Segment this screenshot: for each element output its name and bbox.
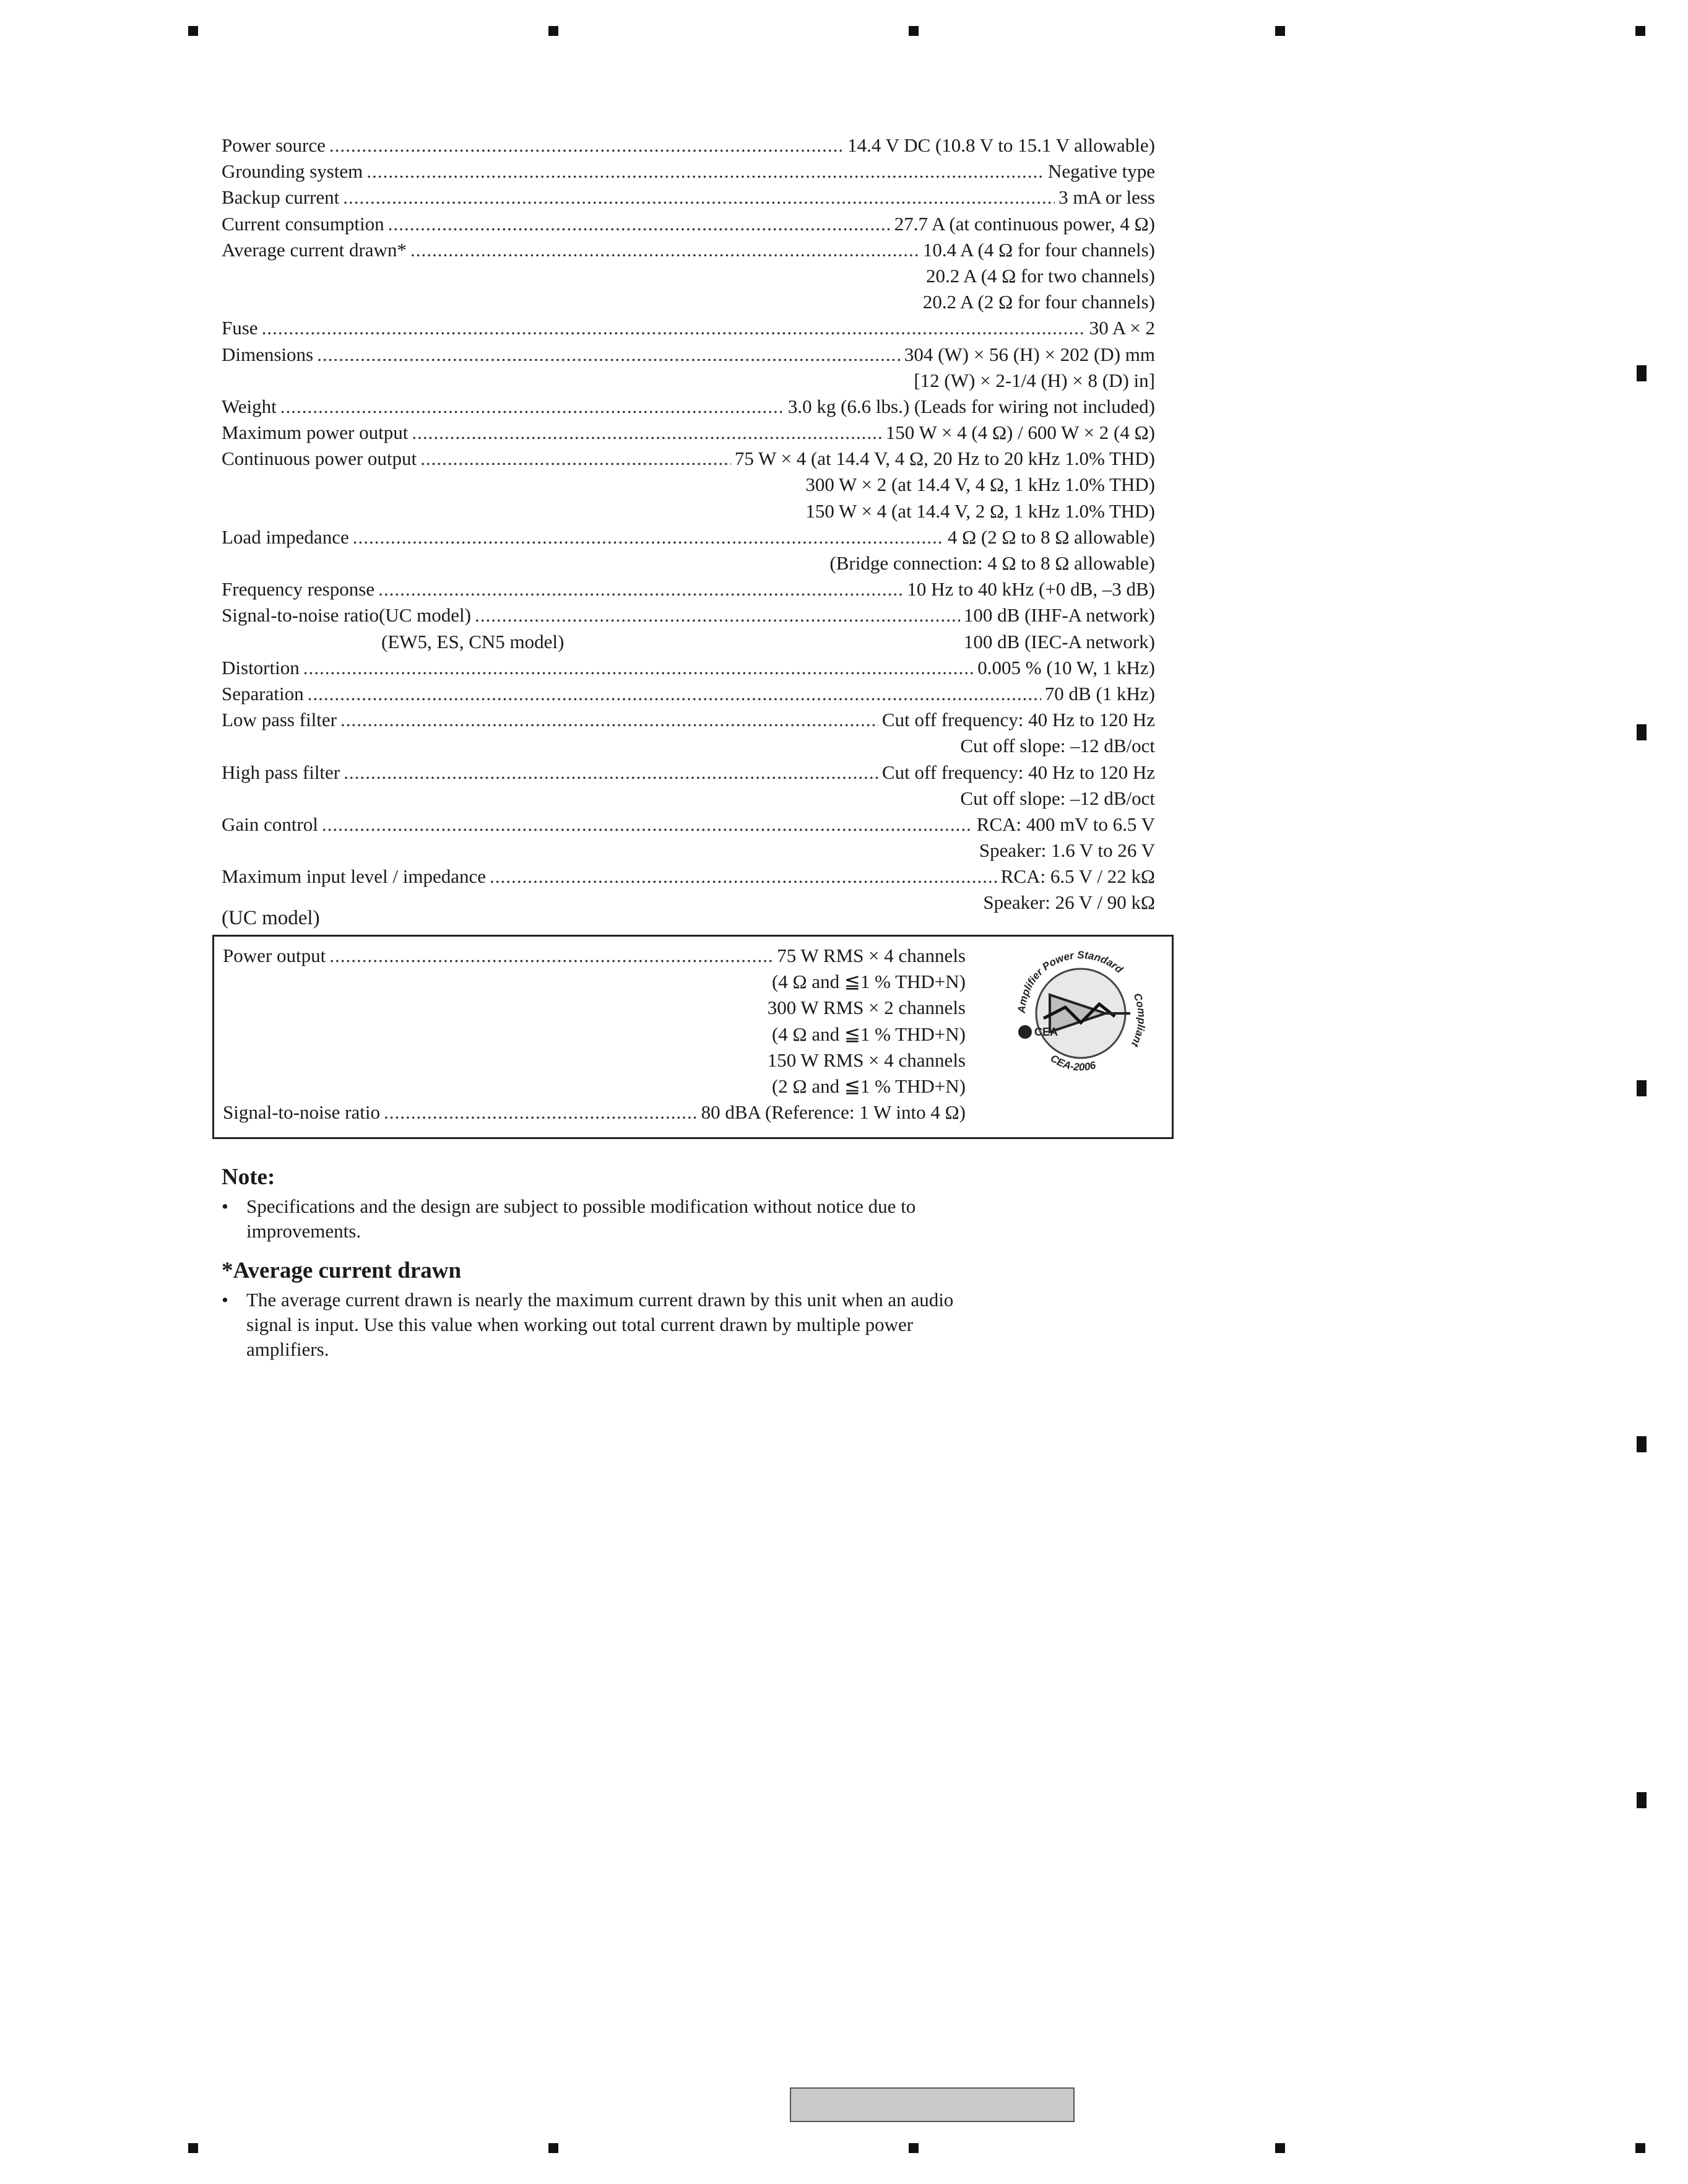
notes-section — [222, 1164, 995, 1362]
spec-value: 27.7 A (at continuous power, 4 Ω) — [894, 212, 1155, 235]
leader-dots — [303, 655, 974, 681]
spec-value-continued: Cut off slope: –12 dB/oct — [960, 735, 1155, 757]
spec-label: High pass filter — [222, 761, 340, 783]
uc-model-heading: (UC model) — [222, 907, 320, 929]
spec-label: Dimensions — [222, 343, 314, 365]
spec-value-continued: (2 Ω and ≦1 % THD+N) — [771, 1075, 966, 1097]
spec-label: Continuous power output — [222, 448, 417, 470]
badge-bottom-text: CEA-2006 — [1048, 1052, 1097, 1073]
spec-row — [222, 420, 1155, 446]
leader-dots — [308, 681, 1041, 707]
leader-dots — [322, 812, 973, 838]
specifications-list — [222, 132, 1155, 916]
leader-dots — [329, 943, 773, 969]
spec-label: Power output — [223, 945, 326, 966]
spec-row-snr-sub — [222, 629, 1155, 655]
spec-label: Average current drawn* — [222, 238, 407, 261]
spec-label: Grounding system — [222, 160, 363, 183]
badge-logo: CEA — [1034, 1026, 1058, 1038]
spec-row — [222, 655, 1155, 681]
spec-row — [222, 158, 1155, 184]
spec-row — [222, 602, 1155, 628]
spec-value: 4 Ω (2 Ω to 8 Ω allowable) — [947, 526, 1155, 548]
spec-row — [222, 681, 1155, 707]
spec-value-continued: (4 Ω and ≦1 % THD+N) — [771, 1023, 966, 1045]
spec-label: (EW5, ES, CN5 model) — [381, 630, 565, 652]
spec-row — [222, 812, 1155, 838]
spec-row — [222, 342, 1155, 368]
note-title: Note: — [222, 1164, 275, 1190]
spec-label: Frequency response — [222, 578, 375, 600]
badge-top-text: Amplifier Power Standard — [1015, 949, 1125, 1014]
spec-label: Fuse — [222, 317, 258, 339]
spec-value: RCA: 400 mV to 6.5 V — [976, 813, 1155, 835]
leader-dots — [420, 446, 731, 472]
registration-mark — [1637, 1436, 1647, 1452]
spec-value-continued: Speaker: 1.6 V to 26 V — [979, 839, 1155, 862]
spec-value: Cut off frequency: 40 Hz to 120 Hz — [881, 709, 1155, 731]
spec-row — [222, 237, 1155, 263]
registration-mark — [1275, 2143, 1285, 2153]
svg-text:Compliant — [1128, 992, 1148, 1050]
spec-row — [222, 315, 1155, 341]
leader-dots — [344, 760, 878, 786]
spec-label: Weight — [222, 395, 277, 417]
spec-row — [222, 446, 1155, 472]
leader-dots — [317, 342, 901, 368]
spec-value: 3 mA or less — [1058, 186, 1155, 209]
spec-label: Power source — [222, 134, 326, 156]
spec-value-continued: [12 (W) × 2-1/4 (H) × 8 (D) in] — [914, 369, 1155, 391]
amplifier-badge-icon — [1006, 945, 1155, 1081]
spec-label: Distortion — [222, 656, 300, 678]
spec-value-continued: 20.2 A (4 Ω for two channels) — [925, 264, 1155, 287]
spec-value: 304 (W) × 56 (H) × 202 (D) mm — [904, 343, 1155, 365]
avg-current-text: The average current drawn is nearly the maximum current drawn by this unit when an audio signal is input. Use this value when working out total current drawn by multiple power amplifiers. — [246, 1289, 954, 1360]
spec-value: Cut off frequency: 40 Hz to 120 Hz — [881, 761, 1155, 783]
badge-right-text: Compliant — [1129, 991, 1148, 1049]
spec-value-continued: 300 W × 2 (at 14.4 V, 4 Ω, 1 kHz 1.0% THD) — [805, 474, 1155, 496]
registration-mark — [1275, 26, 1285, 36]
spec-label: Maximum power output — [222, 422, 409, 444]
registration-mark — [1637, 365, 1647, 381]
spec-label: Current consumption — [222, 212, 384, 235]
spec-label: Gain control — [222, 813, 318, 835]
spec-value: 75 W RMS × 4 channels — [777, 945, 966, 966]
spec-label: Separation — [222, 682, 304, 704]
registration-mark — [188, 26, 198, 36]
registration-mark — [1637, 1080, 1647, 1096]
uc-snr-row — [223, 1099, 966, 1125]
spec-label: Low pass filter — [222, 709, 337, 731]
leader-dots — [343, 184, 1055, 210]
registration-mark — [909, 2143, 919, 2153]
spec-value-continued: (Bridge connection: 4 Ω to 8 Ω allowable) — [829, 552, 1155, 574]
note-text: Specifications and the design are subject to possible modification without notice due to improvements. — [246, 1195, 916, 1242]
spec-row — [222, 864, 1155, 890]
spec-value: 10 Hz to 40 kHz (+0 dB, –3 dB) — [907, 578, 1155, 600]
spec-value: 80 dBA (Reference: 1 W into 4 Ω) — [701, 1101, 966, 1124]
leader-dots — [366, 158, 1044, 184]
spec-row — [222, 394, 1155, 420]
spec-label: Maximum input level / impedance — [222, 865, 487, 888]
spec-value: 100 dB (IEC-A network) — [963, 630, 1155, 652]
leader-dots — [280, 394, 784, 420]
spec-value: 75 W × 4 (at 14.4 V, 4 Ω, 20 Hz to 20 kHz 1.0% THD) — [734, 448, 1155, 470]
spec-value: 14.4 V DC (10.8 V to 15.1 V allowable) — [847, 134, 1155, 156]
spec-value-continued: 20.2 A (2 Ω for four channels) — [922, 291, 1155, 313]
leader-dots — [475, 602, 960, 628]
registration-mark — [1635, 26, 1645, 36]
registration-mark — [909, 26, 919, 36]
spec-row — [222, 760, 1155, 786]
spec-value-continued: 150 W × 4 (at 14.4 V, 2 Ω, 1 kHz 1.0% THD) — [805, 500, 1155, 522]
leader-dots — [353, 524, 944, 550]
note-bullet — [222, 1194, 995, 1244]
spec-label: Signal-to-noise ratio(UC model) — [222, 604, 471, 626]
leader-dots — [329, 132, 844, 158]
spec-value-continued: Speaker: 26 V / 90 kΩ — [983, 891, 1155, 914]
leader-dots — [388, 211, 891, 237]
registration-mark — [1635, 2143, 1645, 2153]
spec-row — [222, 576, 1155, 602]
avg-current-title: *Average current drawn — [222, 1258, 462, 1283]
leader-dots — [384, 1099, 698, 1125]
leader-dots — [340, 707, 878, 733]
registration-mark — [1637, 724, 1647, 740]
registration-mark — [548, 26, 558, 36]
spec-value: 0.005 % (10 W, 1 kHz) — [977, 656, 1155, 678]
spec-value: 10.4 A (4 Ω for four channels) — [922, 238, 1155, 261]
bullet-icon: • — [222, 1289, 228, 1311]
leader-dots — [410, 237, 919, 263]
spec-value: Negative type — [1047, 160, 1155, 183]
spec-row — [222, 707, 1155, 733]
spec-row — [222, 184, 1155, 210]
leader-dots — [378, 576, 903, 602]
avg-current-bullet — [222, 1288, 995, 1362]
uc-power-row — [223, 943, 966, 969]
spec-label: Signal-to-noise ratio — [223, 1101, 380, 1124]
spec-value: 150 W × 4 (4 Ω) / 600 W × 2 (4 Ω) — [885, 422, 1155, 444]
registration-mark — [548, 2143, 558, 2153]
footer-page-box — [790, 2087, 1075, 2122]
spec-value: 70 dB (1 kHz) — [1044, 682, 1155, 704]
leader-dots — [490, 864, 997, 890]
spec-value-continued: (4 Ω and ≦1 % THD+N) — [771, 971, 966, 993]
spec-row — [222, 132, 1155, 158]
spec-row — [222, 524, 1155, 550]
spec-value: 100 dB (IHF-A network) — [963, 604, 1155, 626]
spec-value-continued: 300 W RMS × 2 channels — [767, 997, 966, 1019]
leader-dots — [262, 315, 1086, 341]
spec-value: RCA: 6.5 V / 22 kΩ — [1000, 865, 1155, 888]
registration-mark — [188, 2143, 198, 2153]
spec-value: 30 A × 2 — [1089, 317, 1155, 339]
spec-row — [222, 211, 1155, 237]
spec-value-continued: Cut off slope: –12 dB/oct — [960, 787, 1155, 809]
registration-mark — [1637, 1792, 1647, 1808]
spec-label: Load impedance — [222, 526, 349, 548]
uc-model-specs — [223, 943, 966, 1125]
uc-model-box — [212, 935, 1174, 1139]
spec-value: 3.0 kg (6.6 lbs.) (Leads for wiring not included) — [787, 395, 1155, 417]
spec-label: Backup current — [222, 186, 340, 209]
spec-value-continued: 150 W RMS × 4 channels — [767, 1049, 966, 1071]
bullet-icon: • — [222, 1195, 228, 1217]
leader-dots — [412, 420, 881, 446]
